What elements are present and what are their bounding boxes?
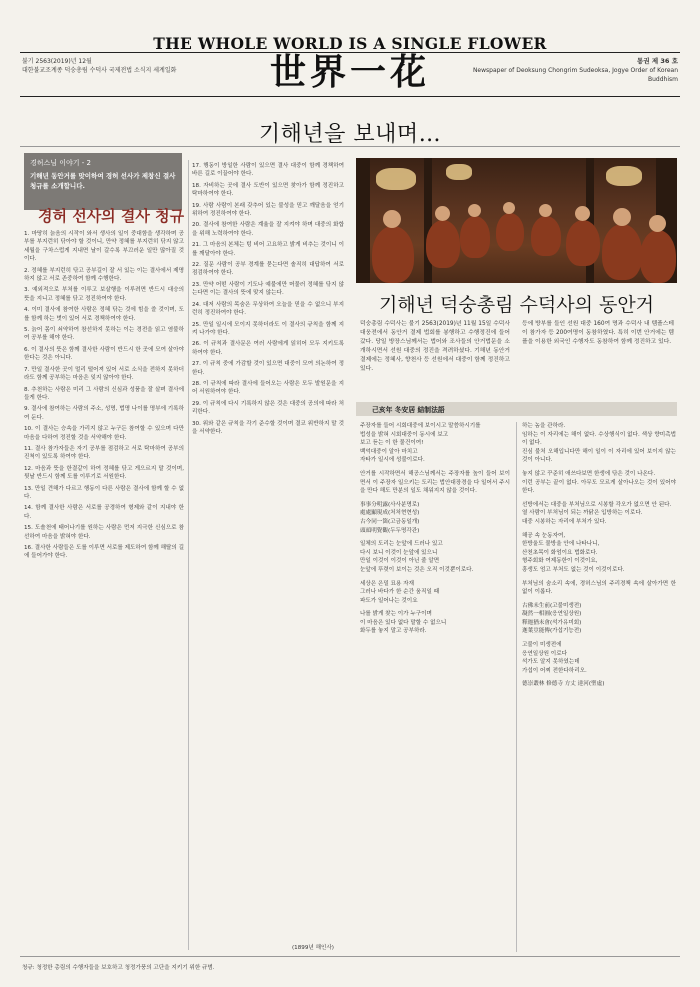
masthead-rule-bottom [20, 96, 680, 97]
article-paragraph: 9. 결사에 참여하는 사람의 주소, 성명, 법명 나이를 명부에 기록하여 둔다. [24, 406, 184, 421]
dharma-talk-line: 백억대중이 알아 마치고 [360, 448, 418, 455]
dharma-talk-line: 고불이 미생전에 [522, 642, 562, 649]
dharma-talk-line: 석가도 알지 못하였는데 [522, 659, 580, 666]
article-paragraph: 23. 만약 어떤 사람이 기도나 예불에만 머물러 정혜를 닦지 않는다면 이는 결사의 뜻에 맞지 않는다. [192, 281, 344, 297]
dharma-talk-line: 釋迦猶未會(석가유미회) [522, 619, 582, 626]
dharma-talk-line: 한방울도 물방울 안에 나타나니, [522, 541, 600, 548]
dharma-talk-line: 응연일상원 이로다 [522, 650, 568, 657]
article-paragraph: 4. 이미 결사에 참여한 사람은 정혜 닦는 것에 힘을 쓸 것이며, 도를 함께 하는 벗이 있어 서로 경책하여야 한다. [24, 307, 184, 322]
dharma-talk-line: 부처님의 숨소리 속에, 경허스님의 주리경책 속에 살아가면 한없이 이롭다. [522, 580, 676, 596]
dharma-talk-line: 자타가 일시에 성불이로다. [360, 457, 425, 464]
article-paragraph: 22. 질문 사람이 공부 경계를 묻는다면 솔직히 대답하여 서로 점검하여야 한다. [192, 262, 344, 277]
article-paragraph: 13. 만일 견해가 다르고 행동이 다른 사람은 결사에 함께 할 수 없다. [24, 485, 184, 500]
article-column-1 [24, 230, 184, 955]
dharma-talk-line: 나를 밝게 찾는 이가 누구이며 [360, 611, 432, 618]
publisher-line-english: Newspaper of Deoksung Chongrim Sudeoksa, Jogye Order of Korean Buddhism [472, 67, 678, 83]
dharma-talk-line: 임하는 이 자리에는 해이 없다. 수상행식이 없다. 색상 향미촉법이 없다. [522, 431, 676, 447]
article-paragraph: 2. 정혜를 부지런히 닦고 공부길이 잘 서 있는 이는 결사에서 제명하지 않고 서로 존중하여 함께 수행한다. [24, 267, 184, 283]
article-title: 경허 선사의 결사 청규 [38, 207, 185, 225]
dharma-talk-line: 진심 불처 오해입니다만 해이 일이 이 자리에 있어 보이지 않는 것이 아니다. [522, 448, 676, 464]
article-paragraph: 3. 예외적으로 부처를 이루고 보살행을 이루려면 반드시 대승의 뜻을 지니고 정혜를 닦고 정진하여야 한다. [24, 287, 184, 302]
article-paragraph: 25. 만일 일시에 모이지 못하더라도 이 결사의 규칙을 함께 지켜 나가야 한다. [192, 321, 344, 336]
issue-number: 통권 제 36 호 [637, 57, 678, 65]
footer-rule [20, 956, 680, 957]
article-paragraph: 11. 결사 참가자들은 자기 공부를 점검하고 서로 탁마하여 공부의 진척이 있도록 하여야 한다. [24, 445, 184, 461]
dharma-talk-line: 형주회화 여제동한이 이것이요, [522, 558, 598, 565]
dharma-talk-line: 迦葉豈能傳(가섭기능전) [522, 628, 582, 635]
dharma-talk-line: 세상은 은밀 묘용 자재 [360, 580, 414, 587]
page-headline: 기해년을 보내며… [258, 122, 442, 147]
article-paragraph: 20. 결사에 참여한 사람은 계율을 잘 지켜야 하며 대중의 화합을 위해 노력하여야 한다. [192, 222, 344, 237]
article-paragraph: 15. 도솔천에 태어나기를 원하는 사람은 먼저 지극한 신심으로 참선하여 마음을 밝혀야 한다. [24, 525, 184, 540]
issue-date: 불기 2563(2019)년 12월 [22, 58, 92, 65]
dharma-hall-photo [356, 158, 677, 283]
dharma-talk-line: 법성을 밝혀 시회대중이 동시에 보고 [360, 431, 449, 438]
dharma-talk-line: 이런 공부는 끝이 없다. 아무도 모르게 살아나오는 것이 있어야 한다. [522, 479, 676, 495]
dharma-talk-line: 눈앞에 뚜렷이 보이는 것은 오직 이것뿐이로다. [360, 566, 474, 573]
dharma-talk-label: 己亥年 冬安居 結制法語 [372, 406, 445, 414]
dharma-talk-line: 해공 속 눈동자여, [522, 532, 566, 539]
dharma-talk-line: 만일 이것이 이것이 아닌 줄 알면 [360, 558, 440, 565]
dharma-talk-line: 흥생도 엄고 부처도 없는 것이 이것이로다. [522, 566, 625, 573]
article-signature: (1899년 해인사) [292, 945, 334, 951]
article-paragraph: 26. 이 규칙과 결사문은 여러 사람에게 읽히어 모두 지키도록 하여야 한다. [192, 341, 344, 356]
dharma-talk-line: 頭頭明覺觀(두두명각관) [360, 527, 420, 534]
dharma-talk-line: 다시 보니 이것이 눈앞에 있으니 [360, 549, 438, 556]
dharma-talk-line: 事事分明露(사사분명로) [360, 501, 420, 508]
dharma-talk-line: 德崇叢林 修德寺 方丈 達河(聖虛) [522, 681, 605, 688]
article-paragraph: 6. 이 결사의 뜻은 함께 결사한 사람이 반드시 한 곳에 모여 살아야 한다는 것은 아니다. [24, 346, 184, 362]
dharma-talk-line: 古佛未生前(고불미생전) [522, 602, 582, 609]
article-paragraph: 8. 추천하는 사람은 미리 그 사람의 신심과 성품을 잘 살펴 결사에 들게 한다. [24, 386, 184, 401]
dharma-talk-line: 선방에서는 대중을 부처님으로 시봉할 각오가 없으면 안 된다. [522, 501, 672, 508]
article-paragraph: 24. 대저 사람의 목숨은 무상하여 오늘을 믿을 수 없으니 부지런히 정진하여야 한다. [192, 301, 344, 317]
article-paragraph: 7. 만일 결사한 곳이 멀리 떨어져 있어 서로 소식을 전하지 못하더라도 함께 공부하는 마음은 잊지 않아야 한다. [24, 366, 184, 382]
newspaper-logo: 世界一花 [269, 51, 430, 93]
dharma-talk-line: 안거를 시작하면서 해공스님께서는 주장자를 높이 들어 보이면서 이 주장자 일으키는 도리는 법안대장경을 다 일어서 주시을 만다 해도 만분의 일도 채워지지 않을 것이다. [360, 470, 510, 495]
dharma-talk-line: 일체의 도리는 눈앞에 드러나 있고 [360, 541, 443, 548]
issue-info-left [22, 57, 202, 75]
footer-note: 청규: 청정한 총림의 수행자들을 보호하고 청정가풍의 고단을 지키기 위한 규범. [22, 965, 215, 971]
dharma-talk-line: 凝然一相圓(응연일상원) [522, 611, 582, 618]
dharma-talk-line: 열 사람이 부처님이 되는 까닭은 입방하는 이로다. [522, 510, 643, 517]
article-paragraph: 29. 이 규칙에 다시 기록하지 않은 것은 대중의 공의에 따라 처리한다. [192, 400, 344, 416]
dharma-talk-line: 그러나 바다가 한 순간 움직일 때 [360, 589, 440, 596]
article-paragraph: 19. 사람 사람이 본래 갖추어 있는 불성을 믿고 깨달음을 얻기 위하여 정진하여야 한다. [192, 202, 344, 218]
article-paragraph: 12. 마음과 뜻을 한결같이 하여 정혜를 닦고 게으르지 말 것이며, 뒷날 반드시 함께 도를 이루기로 서원한다. [24, 465, 184, 481]
article-paragraph: 27. 이 규칙 중에 가감할 것이 있으면 대중이 모여 의논하여 정한다. [192, 361, 344, 376]
dharma-talk-column-2 [522, 422, 676, 957]
retreat-article-col-2: 등에 방부를 들인 선원 대중 160여 명과 수덕사 내 템플스테이 참가자 등 200여명이 동참하였다. 특히 이번 안거에는 템플을 이용한 외국인 수행자도 동참하여 함께 정진하고 있다. [522, 321, 674, 345]
dharma-talk-line: 하는 놈을 관하라. [522, 423, 566, 429]
dharma-talk-line: 이 마음은 있다 없다 말할 수 없으니 [360, 619, 447, 626]
series-label: 경허스님 이야기 - 2 [30, 159, 91, 167]
dharma-talk-line: 가섭이 어찌 전한다하리오. [522, 667, 587, 674]
article-paragraph: 17. 행동이 방일한 사람이 있으면 결사 대중이 함께 경책하여 바른 길로 이끌어야 한다. [192, 163, 344, 178]
series-intro: 기해년 동안거를 맞이하여 경허 선사가 제창신 결사 청규를 소개합니다. [30, 172, 176, 190]
dharma-talk-line: 놓지 않고 꾸준히 애쓰다보면 한생에 닦은 것이 나온다. [522, 470, 656, 477]
article-column-2 [192, 162, 344, 942]
dharma-talk-line: 산천초목이 화엄이요 법화로다. [522, 549, 598, 556]
article-paragraph: 30. 위와 같은 규칙을 각기 준수할 것이며 결코 위반하지 말 것을 서약한다. [192, 420, 344, 435]
dharma-talk-line: 화두를 놓지 말고 공부하라. [360, 628, 427, 635]
article-paragraph: 18. 자비하는 곳에 결사 도반이 있으면 찾아가 함께 정진하고 탁마하여야 한다. [192, 182, 344, 198]
article-paragraph: 21. 그 마음의 본체는 텅 비어 고요하고 밝게 비추는 것이니 이를 깨달아야 한다. [192, 242, 344, 257]
retreat-article-col-1: 덕숭총림 수덕사는 불기 2563(2019)년 11월 15일 수덕사 대웅전에서 동안거 결제 법회를 봉행하고 수행정진에 들어갔다. 당일 방장스님께서는 법어와 조사들의 안거법문을 소개하시면서 선원 대중의 정진을 격려하셨다. 기해년 동안거 결제에는 정혜사, 향천사 등 선원에서 대중이 함께 정진하고 있다. [360, 321, 510, 372]
photo-headline: 기해년 덕숭총림 수덕사의 동안거 [378, 294, 655, 316]
article-paragraph: 5. 늙어 몸이 쇠약하여 참선하지 못하는 이는 경전을 읽고 염불하여 공부를 해야 한다. [24, 327, 184, 342]
dharma-talk-line: 파도가 일어나는 것이요 [360, 597, 418, 604]
article-paragraph: 16. 결사한 사람들은 도를 이루면 서로를 제도하여 함께 해탈의 길에 들어가야 한다. [24, 545, 184, 560]
publisher-line: 대한불교조계종 덕숭총림 수덕사 국제전법 소식지 세계일화 [22, 67, 177, 74]
article-paragraph: 10. 이 결사는 승속을 가리지 않고 누구든 참여할 수 있으며 다만 마음을 다하여 정진할 것을 서약해야 한다. [24, 426, 184, 441]
dharma-talk-divider [516, 422, 517, 952]
dharma-talk-column-1 [360, 422, 510, 957]
dharma-talk-line: 대중 시봉하는 자리에 부처가 있다. [522, 518, 607, 525]
headline-rule [20, 146, 680, 147]
issue-info-right [468, 57, 678, 84]
masthead-tagline: THE WHOLE WORLD IS A SINGLE FLOWER [153, 34, 547, 53]
dharma-talk-line: 處處顯現成(처처현현성) [360, 510, 420, 517]
column-divider [188, 160, 189, 950]
article-paragraph: 28. 이 규칙에 따라 결사에 들어오는 사람은 모두 발원문을 지어 서원하여야 한다. [192, 380, 344, 396]
article-paragraph: 1. 마땅히 늙음의 시작이 와서 생사의 일이 중대함을 생각하며 공부를 부지런히 닦아야 할 것이니, 만약 정혜를 부지런히 닦지 않고 세월을 구차스럽게 지내면 날이 갈수록 부끄러운 일만 많아질 것이다. [24, 231, 184, 263]
dharma-talk-line: 古今同一箇(고금동일개) [360, 518, 420, 525]
article-paragraph: 14. 함께 결사한 사람은 서로를 공경하여 형제와 같이 지내야 한다. [24, 505, 184, 520]
dharma-talk-line: 보고 듣는 이 한 물건이여! [360, 440, 424, 447]
dharma-talk-line: 주장자를 들어 시회대중에 보이시고 말씀하시기를 [360, 423, 481, 429]
